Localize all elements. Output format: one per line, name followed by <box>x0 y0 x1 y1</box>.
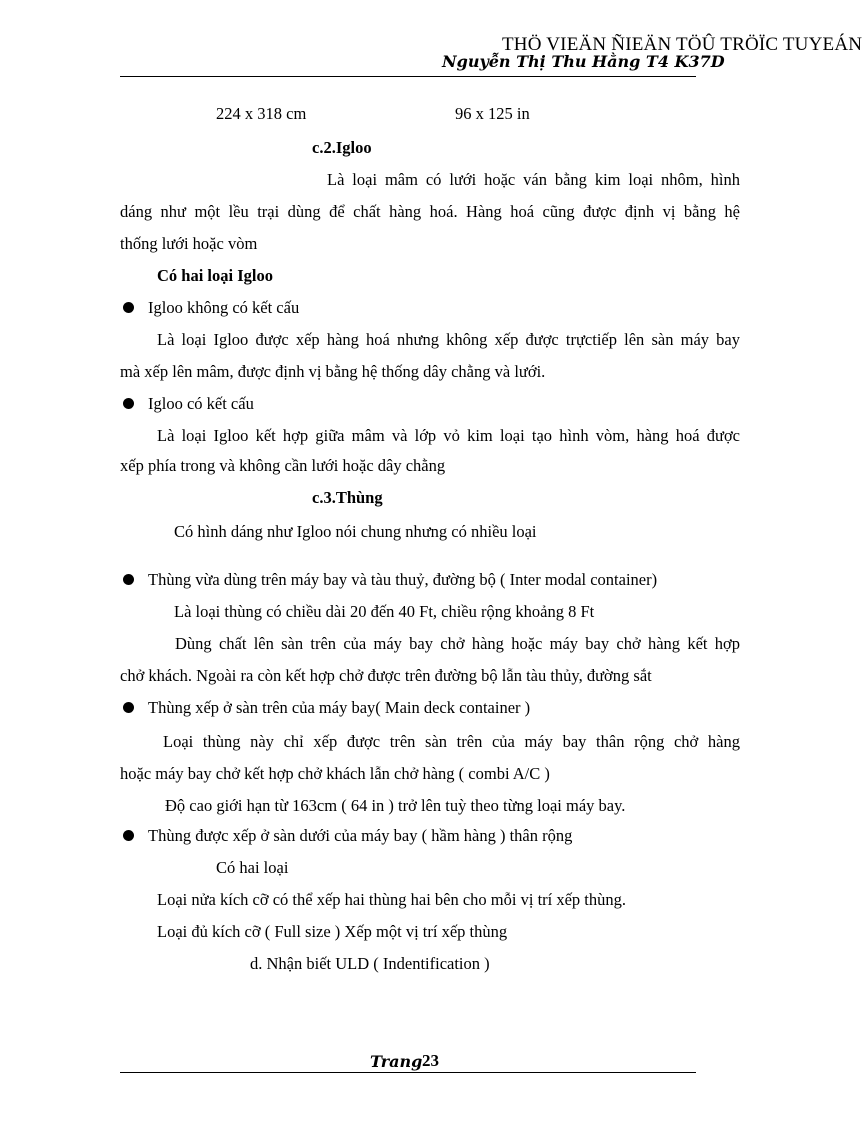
section-heading-c3: c.3.Thùng <box>312 488 383 507</box>
bullet-icon <box>123 830 134 841</box>
bullet-paragraph-line: mà xếp lên mâm, được định vị bằng hệ thống dây chằng và lưới. <box>120 362 546 381</box>
bullet-paragraph-line: xếp phía trong và không cần lưới hoặc dây chằng <box>120 456 446 475</box>
bullet-icon <box>123 574 134 585</box>
header-rule <box>120 76 696 77</box>
bullet-paragraph-line: Loại đủ kích cỡ ( Full size ) Xếp một vị trí xếp thùng <box>157 922 508 941</box>
c2-paragraph-line: Là loại mâm có lưới hoặc ván bằng kim loại nhôm, hình <box>327 170 740 189</box>
bullet-paragraph-line: Là loại Igloo được xếp hàng hoá nhưng không xếp được trựctiếp lên sàn máy bay <box>157 330 740 349</box>
bullet-item: Thùng được xếp ở sàn dưới của máy bay ( hầm hàng ) thân rộng <box>148 826 573 845</box>
bullet-icon <box>123 702 134 713</box>
bullet-paragraph-line: Là loại Igloo kết hợp giữa mâm và lớp vỏ kim loại tạo hình vòm, hàng hoá được <box>157 426 740 445</box>
bullet-paragraph-line: Dùng chất lên sàn trên của máy bay chở hàng hoặc máy bay chở hàng kết hợp <box>175 634 740 653</box>
bullet-item: Thùng xếp ở sàn trên của máy bay( Main deck container ) <box>148 698 531 717</box>
igloo-types-heading: Có hai loại Igloo <box>157 266 273 285</box>
c3-intro: Có hình dáng như Igloo nói chung nhưng có nhiều loại <box>174 522 537 541</box>
c2-paragraph-line: thống lưới hoặc vòm <box>120 234 258 253</box>
bullet-item: Igloo có kết cấu <box>148 394 254 413</box>
footer-rule <box>120 1072 696 1073</box>
page-label: Trang <box>370 1052 423 1071</box>
bullet-item: Igloo không có kết cấu <box>148 298 300 317</box>
bullet-paragraph-line: hoặc máy bay chở kết hợp chở khách lẫn chở hàng ( combi A/C ) <box>120 764 550 783</box>
bullet-paragraph-line: Loại thùng này chỉ xếp được trên sàn trên của máy bay thân rộng chở hàng <box>163 732 740 751</box>
bullet-paragraph-line: chở khách. Ngoài ra còn kết hợp chở được trên đường bộ lẫn tàu thủy, đường sắt <box>120 666 652 685</box>
bullet-item: Thùng vừa dùng trên máy bay và tàu thuỷ, đường bộ ( Inter modal container) <box>148 570 658 589</box>
bullet-paragraph-line: Độ cao giới hạn từ 163cm ( 64 in ) trở lên tuỳ theo từng loại máy bay. <box>165 796 626 815</box>
bullet-paragraph-line: Có hai loại <box>216 858 289 877</box>
page-number: 23 <box>422 1051 439 1070</box>
dimension-imperial: 96 x 125 in <box>455 104 530 123</box>
bullet-icon <box>123 398 134 409</box>
bullet-paragraph-line: Loại nửa kích cỡ có thể xếp hai thùng hai bên cho mỗi vị trí xếp thùng. <box>157 890 627 909</box>
c2-paragraph-line: dáng như một lều trại dùng để chất hàng hoá. Hàng hoá cũng được định vị bằng hệ <box>120 202 740 221</box>
section-heading-d: d. Nhận biết ULD ( Indentification ) <box>250 954 490 973</box>
header-watermark: THÖ VIEÄN ÑIEÄN TÖÛ TRÖÏC TUYEÁN <box>502 34 862 55</box>
dimension-metric: 224 x 318 cm <box>216 104 307 123</box>
header-author: Nguyễn Thị Thu Hằng T4 K37D <box>442 52 725 71</box>
bullet-icon <box>123 302 134 313</box>
bullet-paragraph-line: Là loại thùng có chiều dài 20 đến 40 Ft, chiều rộng khoảng 8 Ft <box>174 602 595 621</box>
section-heading-c2: c.2.Igloo <box>312 138 372 157</box>
